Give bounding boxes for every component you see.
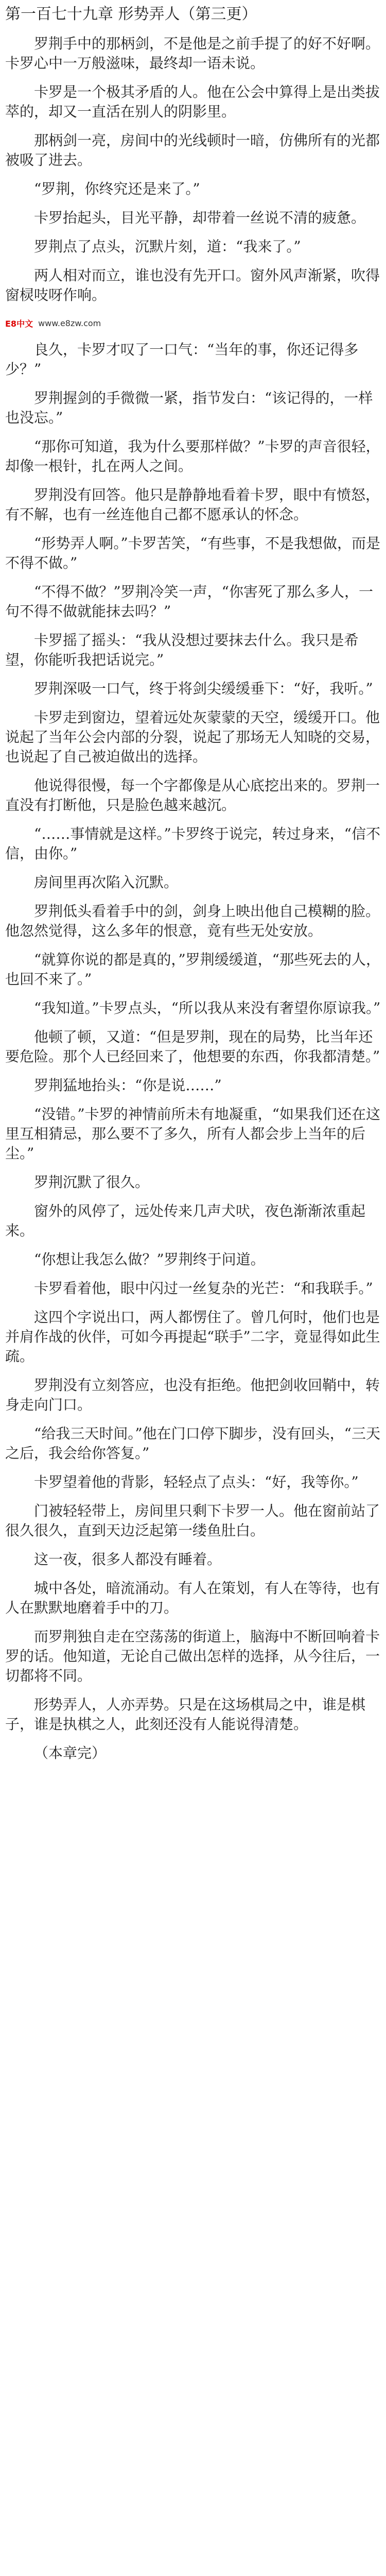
site-banner (5, 314, 381, 332)
paragraph: 卡罗看着他，眼中闪过一丝复杂的光芒：“和我联手。” (34, 1280, 373, 1297)
site-logo: E8中文 (5, 318, 33, 329)
paragraph: 卡罗摇了摇头：“我从没想过要抹去什么。我只是希望，你能听我把话说完。” (5, 632, 359, 668)
paragraph: 罗荆手中的那柄剑，不是他是之前手提了的好不好啊。卡罗心中一万般滋味，最终却一语未说。 (5, 35, 380, 72)
paragraph: 罗荆握剑的手微微一紧，指节发白：“该记得的，一样也没忘。” (5, 389, 373, 426)
paragraph: 罗荆低头看着手中的剑，剑身上映出他自己模糊的脸。他忽然觉得，这么多年的恨意，竟有些无处安放。 (5, 903, 380, 939)
chapter-title: 第一百七十九章 形势弄人（第三更） (5, 5, 257, 23)
paragraph: “没错。”卡罗的神情前所未有地凝重，“如果我们还在这里互相猜忌，那么要不了多久，所有人都会步上当年的后尘。” (5, 1106, 380, 1162)
paragraph: “你想让我怎么做？”罗荆终于问道。 (34, 1251, 265, 1268)
paragraph: “给我三天时间。”他在门口停下脚步，没有回头，“三天之后，我会给你答复。” (5, 1425, 380, 1462)
paragraph: “……事情就是这样。”卡罗终于说完，转过身来，“信不信，由你。” (5, 825, 380, 862)
paragraph: 窗外的风停了，远处传来几声犬吠，夜色渐渐浓重起来。 (5, 1202, 366, 1239)
paragraph: 卡罗是一个极其矛盾的人。他在公会中算得上是出类拔萃的，却又一直活在别人的阴影里。 (5, 83, 380, 120)
paragraph: 罗荆沉默了很久。 (34, 1174, 150, 1191)
paragraph: 那柄剑一亮，房间中的光线顿时一暗，仿佛所有的光都被吸了进去。 (5, 132, 380, 168)
paragraph: 他顿了顿，又道：“但是罗荆，现在的局势，比当年还要危险。那个人已经回来了，他想要的东西，你我都清楚。” (5, 1028, 380, 1065)
paragraph: “就算你说的都是真的，”罗荆缓缓道，“那些死去的人，也回不来了。” (5, 951, 380, 988)
paragraph: 罗荆没有立刻答应，也没有拒绝。他把剑收回鞘中，转身走向门口。 (5, 1377, 380, 1413)
paragraph: “形势弄人啊。”卡罗苦笑，“有些事，不是我想做，而是不得不做。” (5, 535, 380, 571)
paragraph: 门被轻轻带上，房间里只剩下卡罗一人。他在窗前站了很久很久，直到天边泛起第一缕鱼肚白。 (5, 1502, 380, 1539)
paragraph: 卡罗望着他的背影，轻轻点了点头：“好，我等你。” (34, 1473, 359, 1490)
paragraph: “我知道。”卡罗点头，“所以我从来没有奢望你原谅我。” (34, 999, 381, 1016)
paragraph: 罗荆深吸一口气，终于将剑尖缓缓垂下：“好，我听。” (34, 680, 373, 697)
paragraph: 这一夜，很多人都没有睡着。 (34, 1551, 222, 1568)
site-url-link[interactable]: www.e8zw.com (38, 318, 101, 328)
paragraph: 形势弄人，人亦弄势。只是在这场棋局之中，谁是棋子，谁是执棋之人，此刻还没有人能说得清楚。 (5, 1696, 366, 1733)
paragraph: 他说得很慢，每一个字都像是从心底挖出来的。罗荆一直没有打断他，只是脸色越来越沉。 (5, 777, 380, 814)
paragraph: 房间里再次陷入沉默。 (34, 874, 179, 891)
paragraph: “罗荆，你终究还是来了。” (34, 180, 200, 197)
paragraph: “不得不做？”罗荆冷笑一声，“你害死了那么多人，一句不得不做就能抹去吗？” (5, 583, 373, 620)
paragraph: “那你可知道，我为什么要那样做？”卡罗的声音很轻，却像一根针，扎在两人之间。 (5, 438, 380, 474)
paragraph: 两人相对而立，谁也没有先开口。窗外风声渐紧，吹得窗棂吱呀作响。 (5, 267, 380, 303)
paragraph: 罗荆猛地抬头：“你是说……” (34, 1077, 222, 1094)
chapter-body (5, 34, 381, 1763)
paragraph: 卡罗抬起头，目光平静，却带着一丝说不清的疲惫。 (34, 209, 366, 226)
paragraph: 这四个字说出口，两人都愣住了。曾几何时，他们也是并肩作战的伙伴，可如今再提起“联手”二字，竟显得如此生疏。 (5, 1309, 380, 1365)
paragraph: （本章完） (34, 1744, 107, 1761)
paragraph: 罗荆点了点头，沉默片刻，道：“我来了。” (34, 238, 301, 255)
paragraph: 卡罗走到窗边，望着远处灰蒙蒙的天空，缓缓开口。他说起了当年公会内部的分裂，说起了那场无人知晓的交易，也说起了自己被迫做出的选择。 (5, 709, 380, 765)
paragraph: 罗荆没有回答。他只是静静地看着卡罗，眼中有愤怒，有不解，也有一丝连他自己都不愿承认的怀念。 (5, 486, 380, 523)
paragraph: 城中各处，暗流涌动。有人在策划，有人在等待，也有人在默默地磨着手中的刀。 (5, 1580, 380, 1616)
paragraph: 而罗荆独自走在空荡荡的街道上，脑海中不断回响着卡罗的话。他知道，无论自己做出怎样的选择，从今往后，一切都将不同。 (5, 1628, 380, 1684)
paragraph: 良久，卡罗才叹了一口气：“当年的事，你还记得多少？” (5, 341, 359, 378)
